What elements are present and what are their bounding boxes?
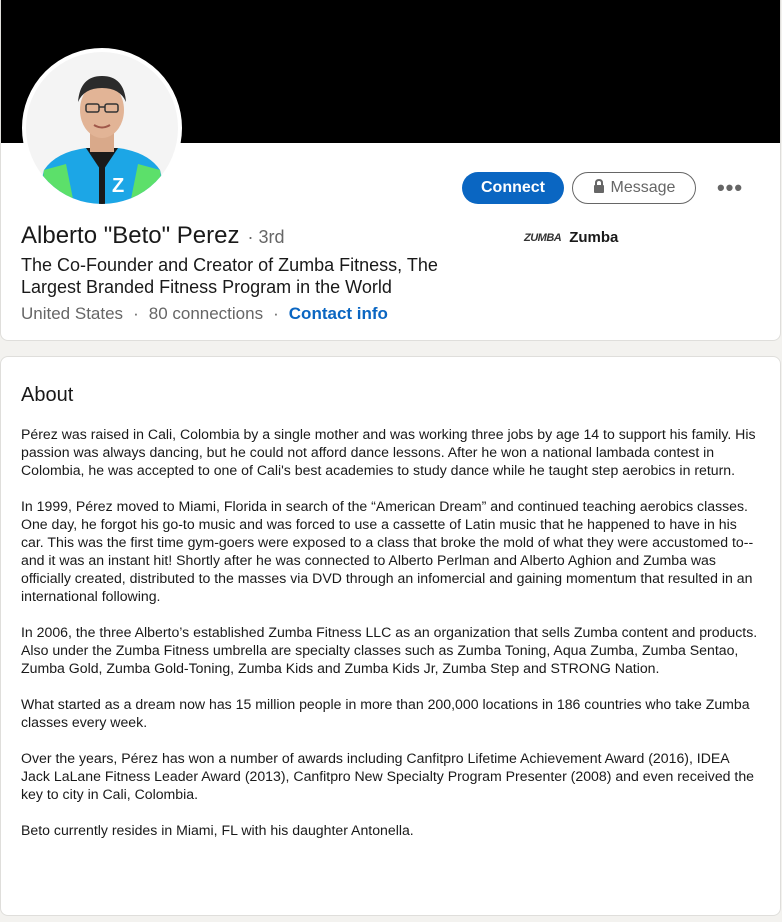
profile-actions <box>462 172 756 204</box>
about-paragraph: What started as a dream now has 15 million people in more than 200,000 locations in 186 countries who take Zumba classes every week. <box>21 696 750 730</box>
profile-photo <box>26 52 178 204</box>
company-name: Zumba <box>569 229 619 246</box>
about-text <box>21 425 761 857</box>
current-company[interactable] <box>524 229 618 246</box>
about-paragraph: In 1999, Pérez moved to Miami, Florida in search of the “American Dream” and continued teaching aerobics classes. One day, he forgot his go-to music and was forced to use a cassette of Latin music that he happened to have in his car. This was the first time gym-goers were exposed to a class that broke the mold of what they were accustomed to-- and it was an instant hit! Shortly after he was connected to Alberto Perlman and Alberto Aghion and Zumba was officially created, distributed to the masses via DVD through an infomercial and gaining momentum that resulted in an international following. <box>21 498 754 604</box>
profile-meta <box>21 304 388 324</box>
avatar[interactable] <box>22 48 182 208</box>
about-paragraph: Beto currently resides in Miami, FL with his daughter Antonella. <box>21 822 414 838</box>
connect-button[interactable]: Connect <box>462 172 564 204</box>
contact-info-link[interactable]: Contact info <box>288 304 388 323</box>
about-paragraph: Pérez was raised in Cali, Colombia by a single mother and was working three jobs by age 14 to support his family. His passion was always dancing, but he could not afford dance lessons. After he won a national lambada contest in Colombia, he was accepted to one of Cali's best academies to study dance while he taught step aerobics in return. <box>21 426 756 478</box>
meta-separator: · <box>273 304 279 323</box>
about-title: About <box>21 384 74 406</box>
about-paragraph: Over the years, Pérez has won a number of awards including Canfitpro Lifetime Achievement Award (2016), IDEA Jack LaLane Fitness Leader Award (2013), Canfitpro New Specialty Program Presenter (2008) and even received the key to city in Cali, Colombia. <box>21 750 755 802</box>
about-paragraph: In 2006, the three Alberto’s established Zumba Fitness LLC as an organization that sells Zumba content and products. Also under the Zumba Fitness umbrella are specialty classes such as Zumba Toning, Aqua Zumba, Zumba Sentao, Zumba Gold, Zumba Gold-Toning, Zumba Kids and Zumba Kids Jr, Zumba Step and STRONG Nation. <box>21 624 758 676</box>
profile-headline: The Co-Founder and Creator of Zumba Fitness, The Largest Branded Fitness Program in the World <box>21 255 438 297</box>
name-row <box>21 222 285 250</box>
more-options-button[interactable]: ••• <box>704 172 756 204</box>
profile-name: Alberto "Beto" Perez <box>21 222 240 249</box>
connections-count[interactable]: 80 connections <box>148 304 264 323</box>
location: United States <box>21 304 124 323</box>
message-button[interactable] <box>572 172 696 204</box>
connection-degree: · 3rd <box>247 227 285 247</box>
meta-separator: · <box>133 304 139 323</box>
zumba-logo: ZUMBA <box>524 231 562 244</box>
svg-text:Z: Z <box>112 175 125 197</box>
lock-icon <box>593 179 605 198</box>
message-button-label: Message <box>610 179 676 196</box>
